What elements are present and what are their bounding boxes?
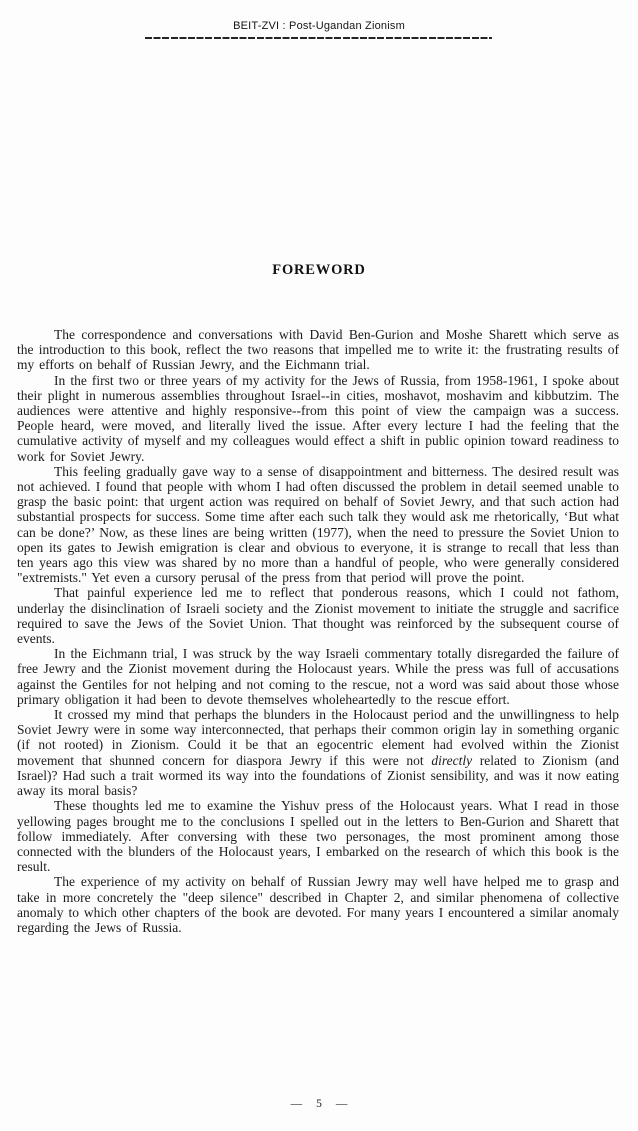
paragraph-text: In the Eichmann trial, I was struck by the way Israeli commentary totally disregarded the failure of free Jewry and the Zionist movement during the Holocaust years. While the press was full of accusations against the Gentiles for not helping and not coming to the rescue, not a word was said about those whose primary obligation it had been to devote themselves wholeheartedly to the rescue effort. <box>17 646 619 707</box>
paragraph-7 <box>17 798 619 874</box>
page-number: 5 <box>316 1098 322 1110</box>
paragraph-text: That painful experience led me to reflect that ponderous reasons, which I could not fathom, underlay the disinclination of Israeli society and the Zionist movement to initiate the struggle and sacrifice required to save the Jews of the Soviet Union. That thought was reinforced by the subsequent course of events. <box>17 585 619 647</box>
paragraph-text: The correspondence and conversations with David Ben-Gurion and Moshe Sharett which serve as the introduction to this book, reflect the two reasons that impelled me to write it: the frustrating results of my efforts on behalf of Russian Jewry, and the Eichmann trial. <box>17 327 619 373</box>
paragraph-text: The experience of my activity on behalf of Russian Jewry may well have helped me to grasp and take in more concretely the "deep silence" described in Chapter 2, and similar phenomena of collective anomaly to which other chapters of the book are devoted. For many years I encountered a similar anomaly regarding the Jews of Russia. <box>17 874 619 935</box>
paragraph-5 <box>17 646 619 707</box>
body-text-block <box>17 327 619 935</box>
emphasized-word: directly <box>431 752 473 768</box>
paragraph-2 <box>17 373 619 464</box>
paragraph-text: related to Zionism (and Israel)? Had such a trait wormed its way into the foundations of Zionist sensibility, and was it now eating away its moral basis? <box>17 752 619 799</box>
paragraph-4 <box>17 585 619 646</box>
paragraph-text: In the first two or three years of my activity for the Jews of Russia, from 1958-1961, I spoke about their plight in numerous assemblies throughout Israel--in cities, moshavot, moshavim and kibbutzim. The audiences were attentive and highly responsive--from this point of view the campaign was a success. People heard, were moved, and literally lived the issue. After every lecture I had the feeling that the cumulative activity of myself and my colleagues would effect a shift in public opinion toward readiness to work for Soviet Jewry. <box>17 372 619 464</box>
running-header <box>0 20 638 32</box>
paragraph-1 <box>17 327 619 373</box>
footer-left-dash: — <box>290 1098 303 1110</box>
page-heading: FOREWORD <box>272 262 366 278</box>
paragraph-3 <box>17 464 619 586</box>
header-rule-divider <box>145 37 492 39</box>
paragraph-text: It crossed my mind that perhaps the blunders in the Holocaust period and the unwillingness to help Soviet Jewry were in some way interconnected, that perhaps their common origin lay in something organic (if not rooted) in Zionism. Could it be that an egocentric element had evolved within the Zionist movement that shunned concern for diaspora Jewry if this were not <box>17 707 619 768</box>
paragraph-text: This feeling gradually gave way to a sense of disappointment and bitterness. The desired result was not achieved. I found that people with whom I had often discussed the problem in detail seemed unable to grasp the basic point: that urgent action was required on behalf of Soviet Jewry, and that such action had substantial prospects for success. Some time after each such talk they would ask me rhetorically, ‘But what can be done?’ Now, as these lines are being written (1977), when the need to pressure the Soviet Union to open its gates to Jewish emigration is clear and obvious to everyone, it is strange to recall that less than ten years ago this view was shared by no more than a handful of people, who were generally considered "extremists." Yet even a cursory perusal of the press from that period will prove the point. <box>17 463 619 586</box>
paragraph-text: These thoughts led me to examine the Yishuv press of the Holocaust years. What I read in those yellowing pages brought me to the conclusions I spelled out in the letters to Ben-Gurion and Sharett that follow immediately. After conversing with these two personages, the most prominent among those connected with the blunders of the Holocaust years, I embarked on the research of which this book is the result. <box>17 798 619 875</box>
paragraph-6 <box>17 707 619 798</box>
running-header-title: BEIT-ZVI : Post-Ugandan Zionism <box>233 20 405 32</box>
footer-right-dash: — <box>335 1098 348 1110</box>
page-footer <box>0 1098 638 1110</box>
paragraph-8 <box>17 874 619 935</box>
